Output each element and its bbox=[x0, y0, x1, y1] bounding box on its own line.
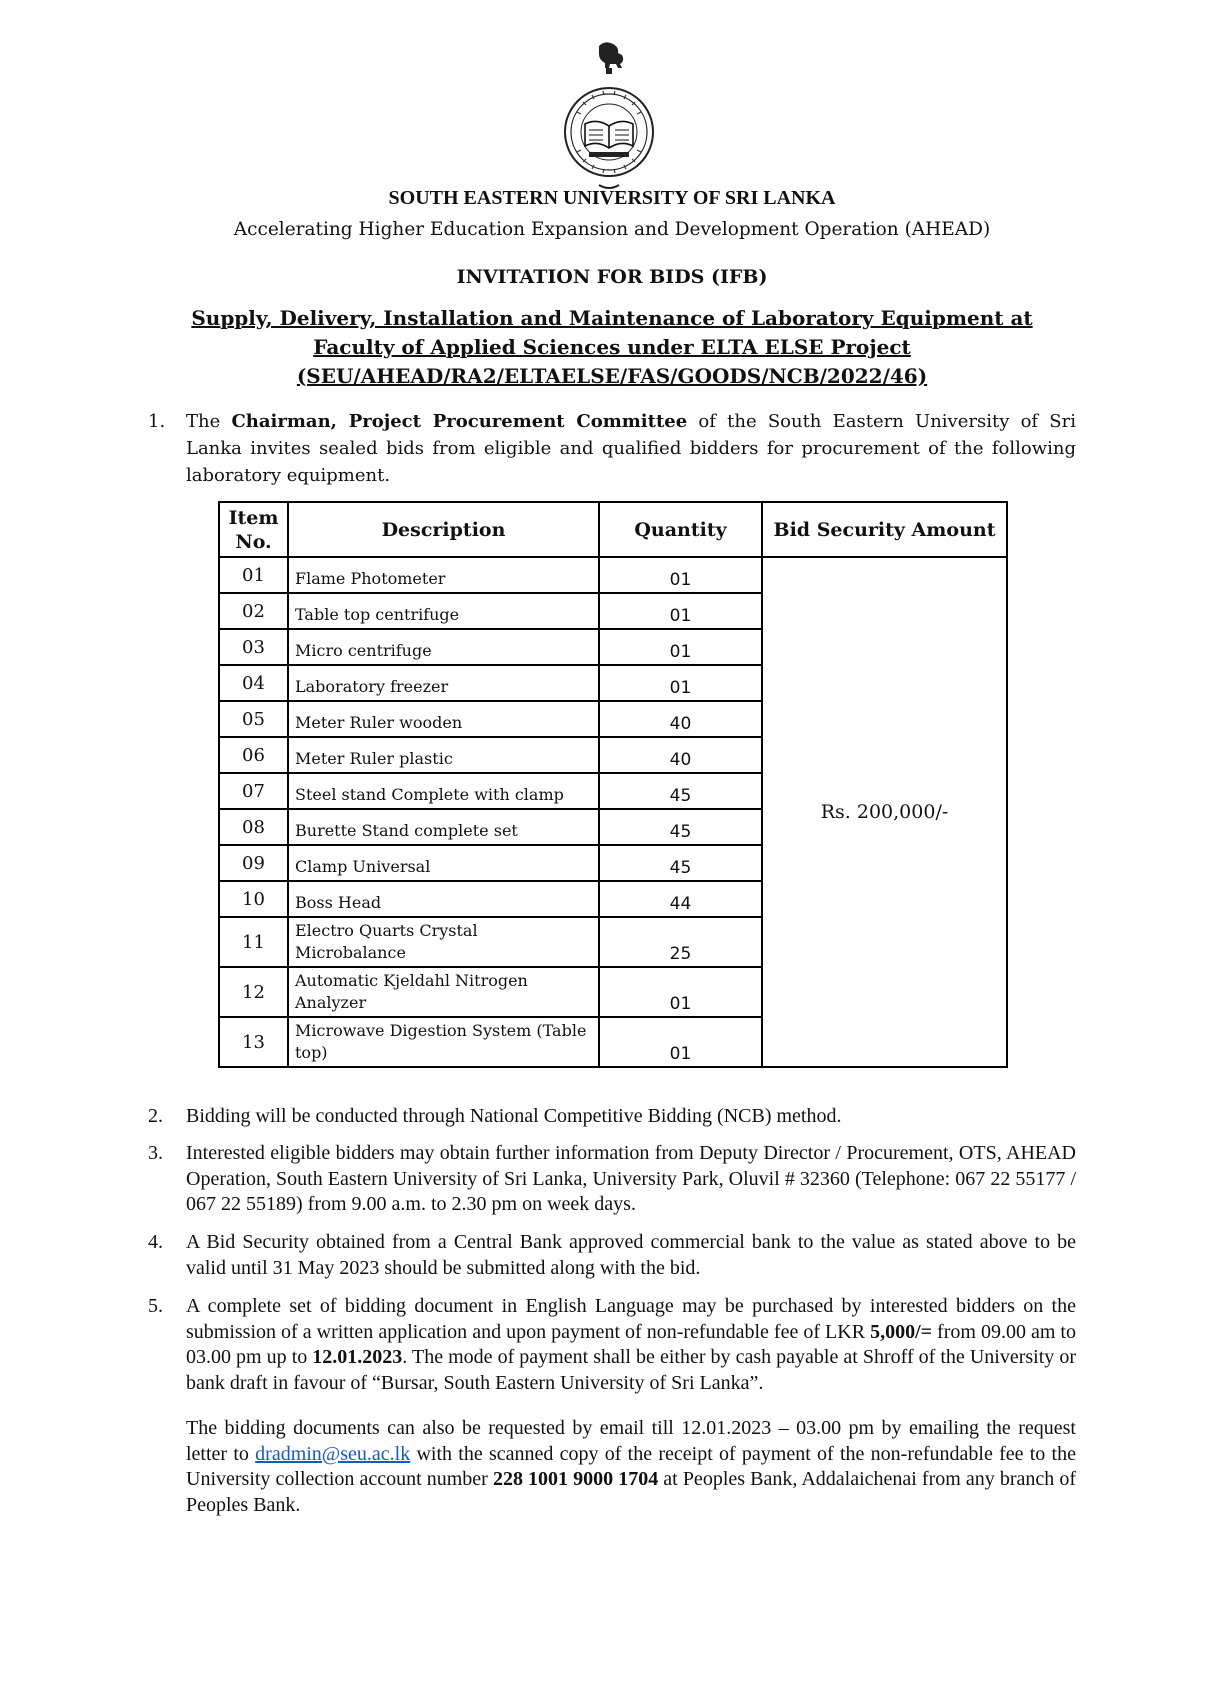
item-number: 09 bbox=[219, 845, 288, 881]
project-name: Accelerating Higher Education Expansion and Development Operation (AHEAD) bbox=[233, 219, 991, 240]
header-item-no: Item No. bbox=[219, 502, 288, 557]
item-quantity: 25 bbox=[599, 917, 762, 967]
item-number: 03 bbox=[219, 629, 288, 665]
item-description: Meter Ruler plastic bbox=[288, 737, 599, 773]
item-number: 13 bbox=[219, 1017, 288, 1067]
item-description: Clamp Universal bbox=[288, 845, 599, 881]
page-title: INVITATION FOR BIDS (IFB) bbox=[456, 266, 768, 288]
item-quantity: 40 bbox=[599, 701, 762, 737]
item-quantity: 45 bbox=[599, 845, 762, 881]
email-link[interactable]: dradmin@seu.ac.lk bbox=[255, 1442, 411, 1465]
fee-amount: 5,000/= bbox=[870, 1320, 933, 1343]
item-quantity: 01 bbox=[599, 557, 762, 593]
item-number: 11 bbox=[219, 917, 288, 967]
paragraph-1: 1. The Chairman, Project Procurement Committee of the South Eastern University of Sri Lanka invites sealed bids from eligible and qualified bidders for procurement of the following laboratory equipment. bbox=[186, 408, 1076, 489]
item-description: Steel stand Complete with clamp bbox=[288, 773, 599, 809]
paragraph-number: 1. bbox=[148, 411, 166, 432]
paragraph-email-request: The bidding documents can also be requested by email till 12.01.2023 – 03.00 pm by emailing the request letter to dradmin@seu.ac.lk with the scanned copy of the receipt of payment of the non-refundable fee to the University collection account number 228 1001 9000 1704 at Peoples Bank, Addalaichenai from any branch of Peoples Bank. bbox=[186, 1417, 1077, 1516]
item-description: Flame Photometer bbox=[288, 557, 599, 593]
account-number: 228 1001 9000 1704 bbox=[492, 1468, 659, 1490]
item-description: Burette Stand complete set bbox=[288, 809, 599, 845]
item-quantity: 45 bbox=[599, 773, 762, 809]
item-quantity: 01 bbox=[599, 665, 762, 701]
header-bid-security: Bid Security Amount bbox=[762, 502, 1007, 557]
item-description: Electro Quarts Crystal Microbalance bbox=[288, 917, 599, 967]
item-description: Boss Head bbox=[288, 881, 599, 917]
bid-security-amount: Rs. 200,000/- bbox=[762, 557, 1007, 1067]
subject-line-3: (SEU/AHEAD/RA2/ELTAELSE/FAS/GOODS/NCB/2022/46) bbox=[296, 364, 928, 388]
item-description: Table top centrifuge bbox=[288, 593, 599, 629]
paragraph-4: 4. A Bid Security obtained from a Central Bank approved commercial bank to the value as stated above to be valid until 31 May 2023 should be submitted along with the bid. bbox=[148, 1231, 1076, 1279]
item-quantity: 01 bbox=[599, 593, 762, 629]
item-number: 06 bbox=[219, 737, 288, 773]
paragraph-5: 5. A complete set of bidding document in English Language may be purchased by interested bidders on the submission of a written application and upon payment of non-refundable fee of LKR 5,000/= from 09.00 am to 03.00 pm up to 12.01.2023. The mode of payment shall be either by cash payable at Shroff of the University or bank draft in favour of “Bursar, South Eastern University of Sri Lanka”. bbox=[148, 1295, 1076, 1394]
item-number: 05 bbox=[219, 701, 288, 737]
item-number: 10 bbox=[219, 881, 288, 917]
committee-name: Chairman, Project Procurement Committee bbox=[231, 411, 688, 432]
bid-subject bbox=[0, 304, 1224, 391]
item-quantity: 45 bbox=[599, 809, 762, 845]
item-description: Automatic Kjeldahl Nitrogen Analyzer bbox=[288, 967, 599, 1017]
paragraph-2: 2. Bidding will be conducted through National Competitive Bidding (NCB) method. bbox=[148, 1105, 842, 1127]
item-quantity: 01 bbox=[599, 1017, 762, 1067]
item-quantity: 01 bbox=[599, 967, 762, 1017]
item-quantity: 40 bbox=[599, 737, 762, 773]
item-description: Microwave Digestion System (Table top) bbox=[288, 1017, 599, 1067]
paragraph-3: 3. Interested eligible bidders may obtain further information from Deputy Director / Procurement, OTS, AHEAD Operation, South Eastern University of Sri Lanka, University Park, Oluvil # 32360 (Telephone: 067 22 55177 / 067 22 55189) from 9.00 a.m. to 2.30 pm on week days. bbox=[148, 1142, 1076, 1215]
table-header-row bbox=[219, 502, 1007, 557]
item-quantity: 01 bbox=[599, 629, 762, 665]
item-description: Laboratory freezer bbox=[288, 665, 599, 701]
item-description: Micro centrifuge bbox=[288, 629, 599, 665]
university-name: SOUTH EASTERN UNIVERSITY OF SRI LANKA bbox=[388, 187, 836, 209]
item-number: 12 bbox=[219, 967, 288, 1017]
equipment-table bbox=[218, 501, 1008, 1068]
item-number: 02 bbox=[219, 593, 288, 629]
header-description: Description bbox=[288, 502, 599, 557]
table-row bbox=[219, 557, 1007, 593]
item-quantity: 44 bbox=[599, 881, 762, 917]
deadline-date: 12.01.2023 bbox=[312, 1346, 403, 1368]
item-description: Meter Ruler wooden bbox=[288, 701, 599, 737]
header-quantity: Quantity bbox=[599, 502, 762, 557]
item-number: 01 bbox=[219, 557, 288, 593]
item-number: 04 bbox=[219, 665, 288, 701]
subject-line-1: Supply, Delivery, Installation and Maintenance of Laboratory Equipment at bbox=[191, 306, 1033, 330]
subject-line-2: Faculty of Applied Sciences under ELTA ELSE Project bbox=[313, 335, 911, 359]
item-number: 08 bbox=[219, 809, 288, 845]
university-crest-icon bbox=[559, 40, 659, 192]
item-number: 07 bbox=[219, 773, 288, 809]
